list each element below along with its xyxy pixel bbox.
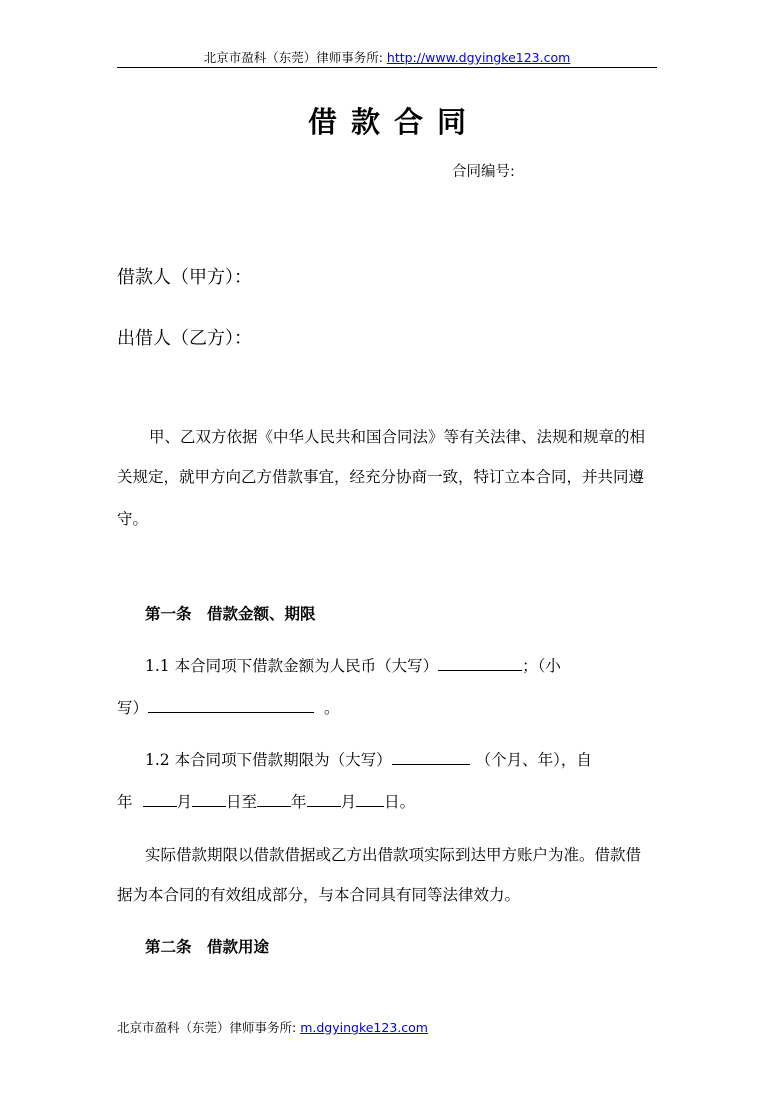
term-blank[interactable] <box>392 749 470 765</box>
clause-1-1-line-2-prefix: 写） <box>117 699 149 717</box>
header-firm-name: 北京市盈科（东莞）律师事务所: <box>203 50 383 65</box>
date-end-label: 日。 <box>384 793 416 811</box>
contract-number-label: 合同编号: <box>452 164 515 180</box>
clause-1-2-text: 本合同项下借款期限为（大写） <box>174 751 392 769</box>
date-year2-label: 年 <box>291 793 307 811</box>
lender-label: 出借人（乙方）： <box>117 328 252 349</box>
page-header <box>0 48 774 66</box>
amount-uppercase-blank[interactable] <box>438 655 522 671</box>
amount-lowercase-blank[interactable] <box>148 697 314 713</box>
clause-1-2-number: 1.2 <box>145 751 170 769</box>
clause-1-1-number: 1.1 <box>145 657 170 675</box>
clause-1-1-line-2-end: 。 <box>324 699 340 717</box>
clause-1-1-text: 本合同项下借款金额为人民币（大写） <box>174 657 439 675</box>
end-day-blank[interactable] <box>356 791 384 807</box>
article-1-paragraph-line-2: 据为本合同的有效组成部分，与本合同具有同等法律效力。 <box>117 886 521 904</box>
end-year-blank[interactable] <box>307 791 341 807</box>
footer-firm-name: 北京市盈科（东莞）律师事务所: <box>117 1020 297 1035</box>
clause-1-2-date-line <box>117 790 415 812</box>
header-website-link[interactable]: http://www.dgyingke123.com <box>386 50 571 65</box>
preamble-line-1: 甲、乙双方依据《中华人民共和国合同法》等有关法律、法规和规章的相 <box>149 428 646 446</box>
article-1-heading: 第一条 借款金额、期限 <box>145 605 316 623</box>
start-day-blank[interactable] <box>257 791 291 807</box>
footer-website-link[interactable]: m.dgyingke123.com <box>300 1020 428 1035</box>
article-2-heading: 第二条 借款用途 <box>145 938 270 956</box>
page-footer <box>117 1018 428 1036</box>
borrower-label: 借款人（甲方）： <box>117 267 252 288</box>
start-year-blank[interactable] <box>143 791 177 807</box>
preamble-line-2: 关规定，就甲方向乙方借款事宜，经充分协商一致，特订立本合同，并共同遵 <box>117 468 645 486</box>
article-1-paragraph-line-1: 实际借款期限以借款借据或乙方出借款项实际到达甲方账户为准。借款借 <box>145 846 642 864</box>
start-month-blank[interactable] <box>192 791 226 807</box>
clause-1-1-text-cont: ；（小 <box>522 657 561 675</box>
date-month2-label: 月 <box>340 793 357 811</box>
preamble-line-3: 守。 <box>117 510 149 528</box>
clause-1-2-text-cont: （个月、年），自 <box>475 751 592 769</box>
clause-1-2-line-1 <box>145 748 592 770</box>
date-month-label: 月 <box>176 793 193 811</box>
clause-1-1-line-2 <box>117 696 340 718</box>
clause-1-1-line-1 <box>145 654 561 676</box>
date-day-to-label: 日至 <box>226 793 258 811</box>
date-year-label: 年 <box>117 793 133 811</box>
document-title: 借款合同 <box>307 105 480 139</box>
header-divider <box>117 67 657 68</box>
